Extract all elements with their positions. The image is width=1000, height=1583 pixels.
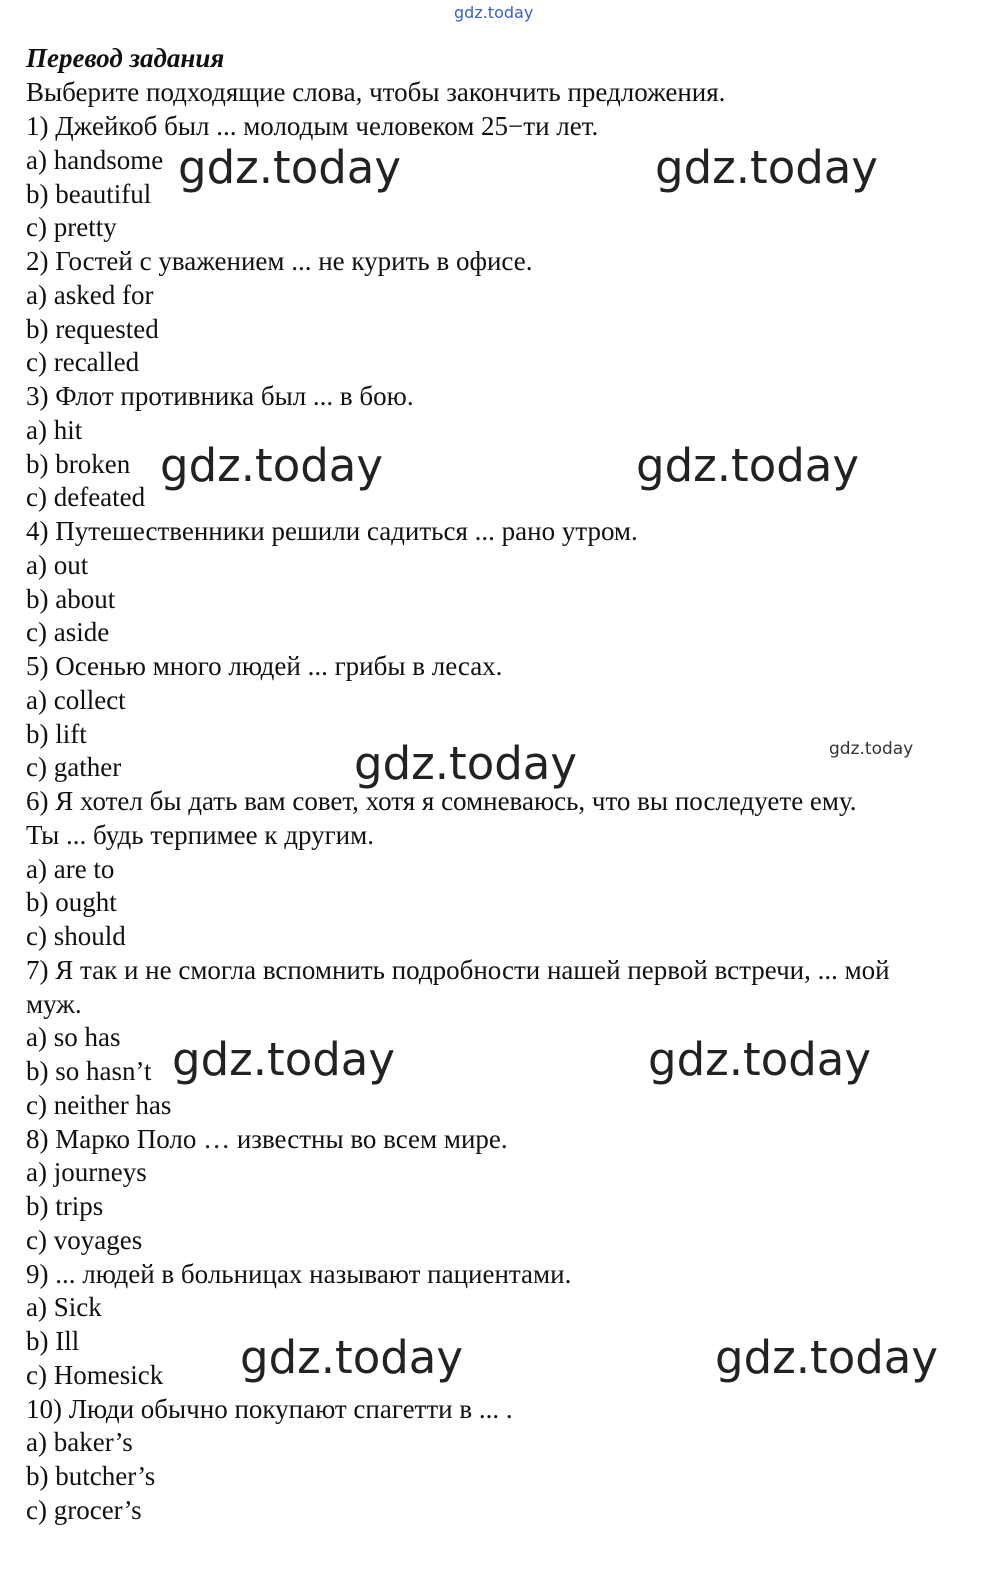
answer-option: c) Homesick: [26, 1359, 164, 1390]
answer-option: b) broken: [26, 448, 131, 479]
watermark: gdz.today: [648, 1033, 872, 1086]
answer-option: a) baker’s: [26, 1427, 133, 1458]
watermark-top: gdz.today: [454, 3, 534, 22]
document-title: Перевод задания: [26, 43, 225, 73]
answer-option: a) handsome: [26, 144, 164, 175]
answer-option: b) ought: [26, 887, 117, 918]
watermark: gdz.today: [160, 439, 384, 492]
question-text: 8) Марко Поло … известны во всем мире.: [26, 1123, 508, 1154]
answer-option: c) pretty: [26, 212, 117, 243]
watermark-small: gdz.today: [829, 739, 914, 759]
watermark: gdz.today: [715, 1331, 939, 1384]
watermark: gdz.today: [240, 1331, 464, 1384]
answer-option: c) voyages: [26, 1224, 143, 1255]
answer-option: a) are to: [26, 853, 115, 884]
answer-option: a) Sick: [26, 1292, 102, 1323]
watermark: gdz.today: [354, 737, 578, 790]
question-text: 6) Я хотел бы дать вам совет, хотя я сомневаюсь, что вы последуете ему.: [26, 786, 857, 816]
answer-option: b) Ill: [26, 1326, 80, 1356]
answer-option: b) butcher’s: [26, 1461, 156, 1491]
answer-option: c) should: [26, 921, 126, 951]
answer-option: b) so hasn’t: [26, 1056, 152, 1086]
watermark: gdz.today: [636, 439, 860, 492]
answer-option: a) out: [26, 549, 89, 580]
watermark: gdz.today: [178, 141, 402, 194]
answer-option: a) journeys: [26, 1157, 147, 1188]
question-text-continued: муж.: [26, 988, 82, 1019]
answer-option: b) requested: [26, 313, 159, 344]
question-text: 4) Путешественники решили садиться ... рано утром.: [26, 516, 638, 546]
answer-option: c) aside: [26, 617, 110, 648]
answer-option: a) asked for: [26, 279, 154, 310]
answer-option: b) trips: [26, 1191, 104, 1221]
question-text: 3) Флот противника был ... в бою.: [26, 381, 414, 411]
watermark: gdz.today: [172, 1033, 396, 1086]
document-instruction: Выберите подходящие слова, чтобы закончить предложения.: [26, 77, 726, 107]
question-text: 1) Джейкоб был ... молодым человеком 25−ти лет.: [26, 111, 599, 141]
question-text: 9) ... людей в больницах называют пациентами.: [26, 1258, 572, 1289]
answer-option: b) beautiful: [26, 178, 152, 209]
question-text: 5) Осенью много людей ... грибы в лесах.: [26, 651, 503, 681]
answer-option: a) collect: [26, 684, 126, 715]
watermark: gdz.today: [655, 141, 879, 194]
question-text: 10) Люди обычно покупают спагетти в ... .: [26, 1393, 513, 1424]
question-text-continued: Ты ... будь терпимее к другим.: [26, 819, 374, 850]
answer-option: c) defeated: [26, 482, 146, 513]
question-text: 2) Гостей с уважением ... не курить в офисе.: [26, 246, 533, 276]
answer-option: c) recalled: [26, 347, 140, 378]
answer-option: c) gather: [26, 752, 122, 783]
answer-option: b) about: [26, 583, 116, 614]
answer-option: a) hit: [26, 414, 83, 445]
question-text: 7) Я так и не смогла вспомнить подробности нашей первой встречи, ... мой: [26, 954, 890, 985]
answer-option: c) neither has: [26, 1089, 172, 1120]
answer-option: b) lift: [26, 718, 87, 749]
answer-option: c) grocer’s: [26, 1494, 142, 1525]
answer-option: a) so has: [26, 1022, 121, 1053]
